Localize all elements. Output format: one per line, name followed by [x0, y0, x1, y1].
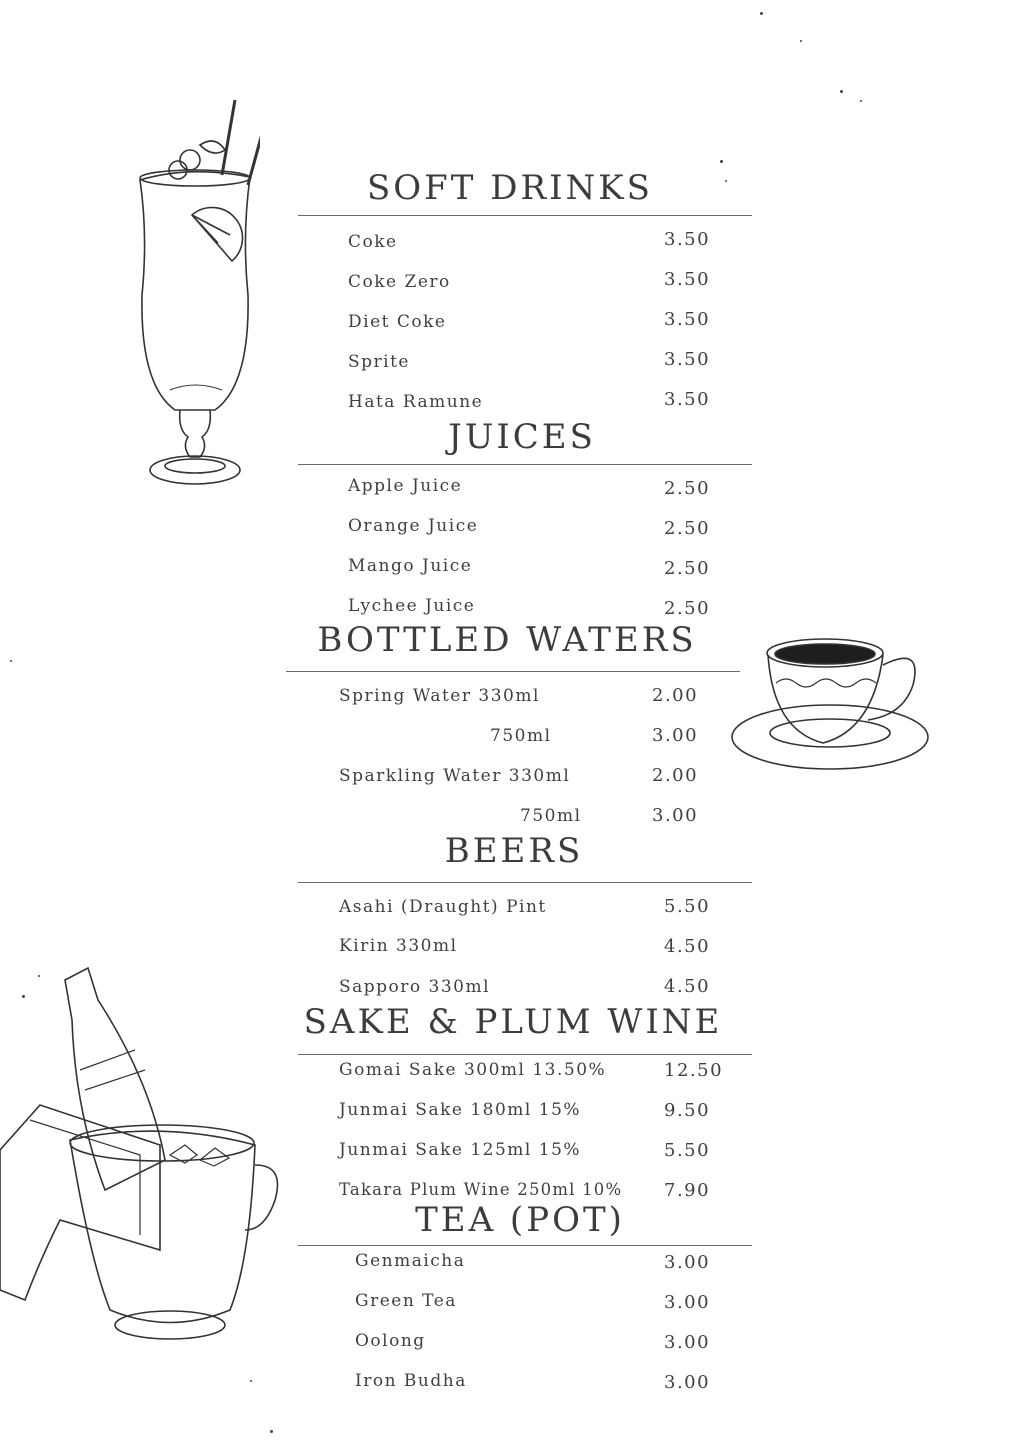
menu-item-name: Mango Juice — [348, 556, 473, 576]
ink-speck — [840, 90, 843, 93]
menu-item-price: 4.50 — [664, 976, 711, 997]
menu-item-price: 12.50 — [664, 1060, 724, 1081]
ink-speck — [760, 12, 763, 15]
menu-item-name: Apple Juice — [348, 476, 463, 496]
menu-item-name: Diet Coke — [348, 312, 447, 332]
section-title-soft-drinks: SOFT DRINKS — [367, 168, 653, 208]
menu-item-name: Spring Water 330ml — [339, 686, 540, 706]
menu-item-name: Hata Ramune — [348, 392, 484, 412]
menu-item-price: 3.00 — [664, 1372, 711, 1393]
menu-item-price: 3.00 — [664, 1252, 711, 1273]
ink-speck — [250, 1380, 252, 1382]
menu-item-name: Junmai Sake 125ml 15% — [339, 1140, 582, 1160]
menu-item-name: Genmaicha — [355, 1251, 466, 1271]
section-title-bottled-waters: BOTTLED WATERS — [317, 620, 697, 660]
menu-item-name: 750ml — [490, 726, 552, 746]
menu-item-price: 3.50 — [664, 269, 711, 290]
menu-item-price: 3.50 — [664, 309, 711, 330]
ink-speck — [10, 660, 12, 662]
menu-item-name: Coke — [348, 232, 398, 252]
menu-item-price: 2.00 — [652, 765, 699, 786]
menu-item-name: Lychee Juice — [348, 596, 476, 616]
ink-speck — [860, 100, 862, 102]
menu-item-price: 3.00 — [664, 1292, 711, 1313]
section-divider — [298, 1245, 752, 1246]
ink-speck — [800, 40, 802, 42]
menu-item-name: Gomai Sake 300ml 13.50% — [339, 1060, 607, 1080]
menu-item-price: 7.90 — [664, 1180, 711, 1201]
ink-speck — [720, 160, 723, 163]
menu-item-name: Oolong — [355, 1331, 426, 1351]
menu-item-price: 5.50 — [664, 896, 711, 917]
menu-item-price: 3.50 — [664, 349, 711, 370]
ink-speck — [38, 975, 40, 977]
menu-item-price: 2.50 — [664, 518, 711, 539]
menu-item-price: 4.50 — [664, 936, 711, 957]
section-divider — [286, 671, 740, 672]
menu-item-name: 750ml — [520, 806, 582, 826]
menu-item-price: 9.50 — [664, 1100, 711, 1121]
menu-item-price: 3.00 — [664, 1332, 711, 1353]
section-title-beers: BEERS — [444, 831, 584, 871]
menu-item-name: Sapporo 330ml — [339, 977, 491, 997]
menu-item-price: 2.50 — [664, 558, 711, 579]
menu-item-name: Orange Juice — [348, 516, 479, 536]
menu-item-price: 2.00 — [652, 685, 699, 706]
menu-item-price: 2.50 — [664, 478, 711, 499]
section-title-tea-pot: TEA (POT) — [415, 1200, 625, 1240]
menu-item-name: Takara Plum Wine 250ml 10% — [339, 1180, 623, 1199]
menu-item-name: Green Tea — [355, 1291, 457, 1311]
menu-item-name: Junmai Sake 180ml 15% — [339, 1100, 582, 1120]
menu-item-price: 5.50 — [664, 1140, 711, 1161]
section-divider — [298, 464, 752, 465]
ink-speck — [22, 995, 25, 998]
menu-item-price: 2.50 — [664, 598, 711, 619]
section-divider — [298, 215, 752, 216]
section-divider — [298, 1054, 752, 1055]
menu-item-name: Kirin 330ml — [339, 936, 458, 956]
menu-item-price: 3.00 — [652, 725, 699, 746]
menu-item-price: 3.00 — [652, 805, 699, 826]
menu-item-name: Sparkling Water 330ml — [339, 766, 571, 786]
menu-item-name: Sprite — [348, 352, 410, 372]
section-title-sake-plum-wine: SAKE & PLUM WINE — [303, 1002, 723, 1042]
section-title-juices: JUICES — [448, 417, 596, 457]
menu-item-name: Asahi (Draught) Pint — [339, 897, 547, 917]
menu-item-name: Coke Zero — [348, 272, 451, 292]
menu-item-name: Iron Budha — [355, 1371, 467, 1391]
menu-item-price: 3.50 — [664, 229, 711, 250]
ink-speck — [270, 1430, 273, 1433]
menu-item-price: 3.50 — [664, 389, 711, 410]
section-divider — [298, 882, 752, 883]
